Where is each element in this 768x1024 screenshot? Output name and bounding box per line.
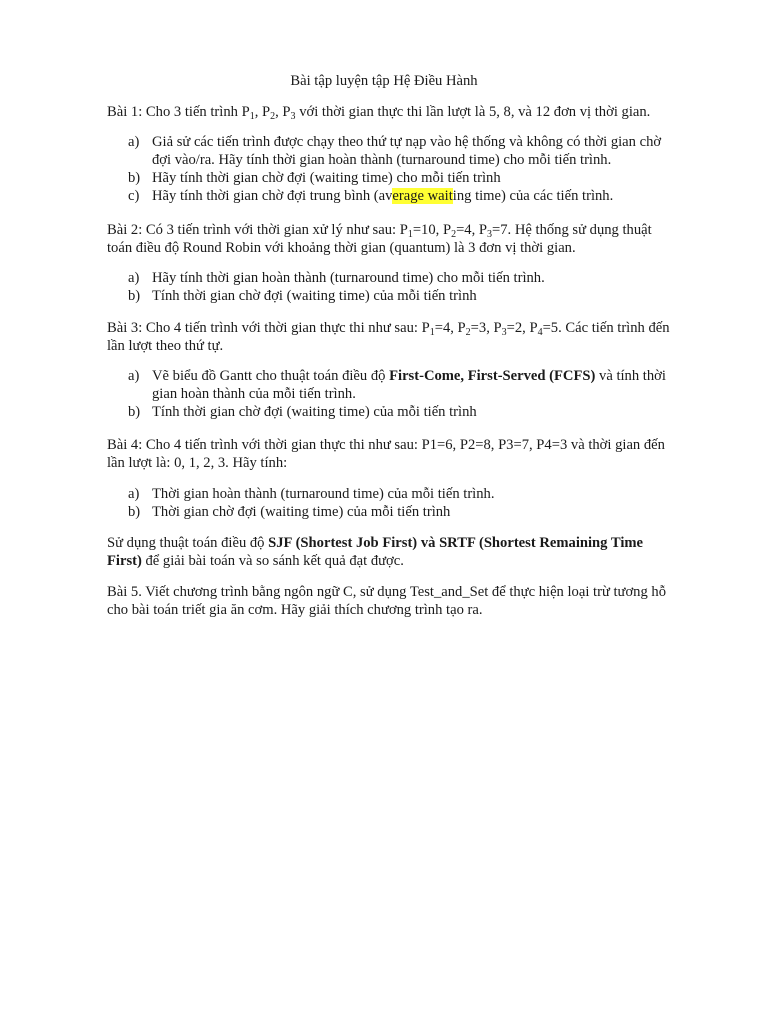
list-item-text: Tính thời gian chờ đợi (waiting time) của mỗi tiến trình <box>152 404 477 420</box>
list-marker: a) <box>128 270 140 286</box>
subscript: 2 <box>465 327 471 338</box>
subscript: 1 <box>407 229 413 240</box>
bold-text: First-Come, First-Served (FCFS) <box>389 368 596 384</box>
exercise-3-list <box>107 367 679 421</box>
list-item <box>107 187 679 205</box>
list-marker: b) <box>128 170 141 186</box>
bold-text: SRTF (Shortest Remaining Time First) <box>107 535 644 569</box>
document-title: Bài tập luyện tập Hệ Điều Hành <box>290 73 478 89</box>
exercise-2-list <box>107 269 679 305</box>
list-item-text: Hãy tính thời gian chờ đợi trung bình (av <box>152 188 393 204</box>
text-run: =10, P <box>412 222 452 238</box>
subscript: 3 <box>290 111 296 122</box>
list-marker: c) <box>128 188 140 204</box>
text-run: =5. Các tiến trình đến lần lượt theo thứ tự. <box>107 320 670 354</box>
subscript: 3 <box>487 229 493 240</box>
list-marker: b) <box>128 404 141 420</box>
list-marker: b) <box>128 504 141 520</box>
list-marker: a) <box>128 486 140 502</box>
list-item-text: Tính thời gian chờ đợi (waiting time) của mỗi tiến trình <box>152 288 477 304</box>
list-item-text: Thời gian hoàn thành (turnaround time) của mỗi tiến trình. <box>152 486 495 502</box>
list-item-text: ing time) của các tiến trình. <box>452 188 614 204</box>
subscript: 1 <box>249 111 255 122</box>
list-item-text: Vẽ biểu đồ Gantt cho thuật toán điều độ <box>152 368 390 384</box>
list-item <box>107 269 679 287</box>
list-item <box>107 287 679 305</box>
text-run: =2, P <box>506 320 538 336</box>
exercise-1-list <box>107 133 679 205</box>
list-marker: b) <box>128 288 141 304</box>
exercise-2-intro <box>107 221 679 257</box>
highlighted-text: erage wait <box>392 188 453 204</box>
text-run: Bài 1: Cho 3 tiến trình P <box>107 104 250 120</box>
exercise-4-intro: Bài 4: Cho 4 tiến trình với thời gian thực thi như sau: P1=6, P2=8, P3=7, P4=3 và thời gian đến lần lượt là: 0, 1, 2, 3. Hãy tính: <box>107 437 665 471</box>
list-item <box>107 485 679 503</box>
list-item-text: và tính thời gian hoàn thành của mỗi tiến trình. <box>152 368 666 402</box>
bold-text: và <box>417 535 440 551</box>
text-run: Bài 3: Cho 4 tiến trình với thời gian thực thi như sau: P <box>107 320 430 336</box>
text-run: , P <box>254 104 271 120</box>
list-marker: a) <box>128 134 140 150</box>
text-run: Bài 2: Có 3 tiến trình với thời gian xử lý như sau: P <box>107 222 408 238</box>
subscript: 2 <box>270 111 276 122</box>
text-run: =4, P <box>434 320 466 336</box>
list-item <box>107 403 679 421</box>
list-item-text: Thời gian chờ đợi (waiting time) của mỗi tiến trình <box>152 504 451 520</box>
exercise-3-intro <box>107 319 679 355</box>
subscript: 4 <box>537 327 543 338</box>
list-item <box>107 133 679 169</box>
text-run: =3, P <box>470 320 502 336</box>
list-item <box>107 503 679 521</box>
bold-text: SJF (Shortest Job First) <box>268 535 418 551</box>
subscript: 1 <box>429 327 435 338</box>
exercise-4-list <box>107 485 679 521</box>
list-item <box>107 169 679 187</box>
text-run: với thời gian thực thi lần lượt là 5, 8, và 12 đơn vị thời gian. <box>295 104 651 120</box>
text-run: Sử dụng thuật toán điều độ <box>107 535 269 551</box>
list-item <box>107 367 679 403</box>
exercise-4-algorithms <box>107 534 679 570</box>
list-item-text: Giả sử các tiến trình được chạy theo thứ tự nạp vào hệ thống và không có thời gian chờ đợi vào/ra. Hãy tính thời gian hoàn thành (turnaround time) cho mỗi tiến trình. <box>152 134 662 168</box>
list-item-text: Hãy tính thời gian chờ đợi (waiting time) cho mỗi tiến trình <box>152 170 501 186</box>
subscript: 2 <box>451 229 457 240</box>
exercise-1-intro <box>107 103 679 121</box>
subscript: 3 <box>501 327 507 338</box>
text-run: =4, P <box>456 222 488 238</box>
list-item-text: Hãy tính thời gian hoàn thành (turnaround time) cho mỗi tiến trình. <box>152 270 545 286</box>
text-run: =7. Hệ thống sử dụng thuật toán điều độ Round Robin với khoảng thời gian (quantum) là 3 đơn vị thời gian. <box>107 222 652 256</box>
text-run: để giải bài toán và so sánh kết quả đạt được. <box>141 553 404 569</box>
text-run: , P <box>275 104 291 120</box>
list-marker: a) <box>128 368 140 384</box>
exercise-5: Bài 5. Viết chương trình bằng ngôn ngữ C, sử dụng Test_and_Set để thực hiện loại trừ tương hỗ cho bài toán triết gia ăn cơm. Hãy giải thích chương trình tạo ra. <box>107 584 667 618</box>
